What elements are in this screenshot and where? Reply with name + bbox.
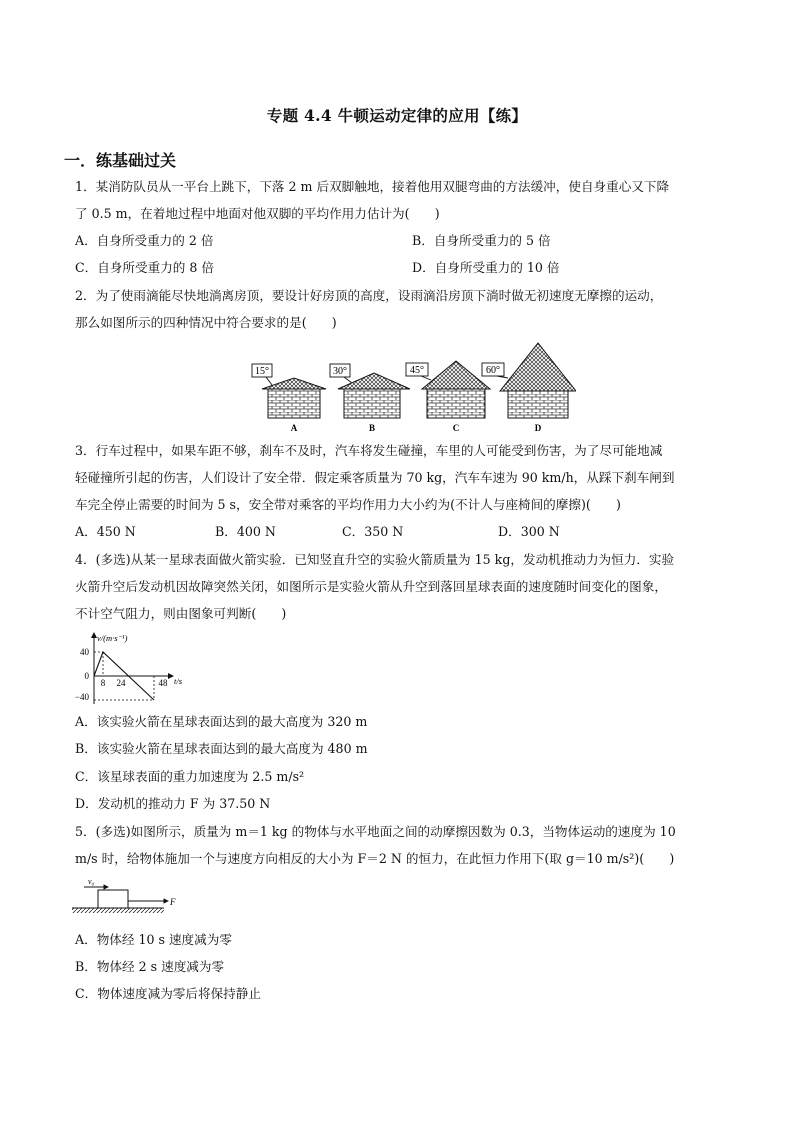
force-label: F: [170, 897, 176, 907]
q1-line-2: 了 0.5 m，在着地过程中地面对他双脚的平均作用力估计为( ): [75, 206, 440, 221]
q2-line-2: 那么如图所示的四种情况中符合要求的是( ): [75, 315, 337, 330]
roof-angle-figure: [246, 340, 576, 434]
q1-line-1: 1．某消防队员从一平台上跳下，下落 2 m 后双脚触地，接着他用双腿弯曲的方法缓冲，使自身重心又下降: [75, 179, 670, 194]
y-tick-40: 40: [80, 647, 89, 657]
x-tick-8: 8: [100, 678, 106, 688]
q4-option-a: A．该实验火箭在星球表面达到的最大高度为 320 m: [75, 714, 368, 729]
q1-option-c: C．自身所受重力的 8 倍: [75, 260, 214, 275]
velocity-time-graph: [70, 630, 200, 708]
house-label-b: B: [368, 423, 376, 433]
q5-option-b: B．物体经 2 s 速度减为零: [75, 959, 225, 974]
angle-label-d: 60°: [486, 365, 500, 376]
house-label-c: C: [452, 423, 460, 433]
q3-option-c: C．350 N: [342, 524, 404, 539]
q1-option-b: B．自身所受重力的 5 倍: [412, 233, 551, 248]
house-label-a: A: [290, 423, 298, 433]
q3-line-1: 3．行车过程中，如果车距不够，刹车不及时，汽车将发生碰撞，车里的人可能受到伤害，为了尽可能地减: [75, 443, 663, 458]
house-a: [252, 364, 326, 433]
q4-line-3: 不计空气阻力，则由图象可判断( ): [75, 606, 287, 621]
q3-option-a: A．450 N: [75, 524, 136, 539]
house-d: [482, 343, 576, 433]
block-force-figure: [72, 874, 182, 920]
q3-option-b: B．400 N: [215, 524, 276, 539]
t-axis-label: t/s: [174, 676, 183, 686]
q5-option-c: C．物体速度减为零后将保持静止: [75, 986, 261, 1001]
q4-option-b: B．该实验火箭在星球表面达到的最大高度为 480 m: [75, 741, 368, 756]
house-label-d: D: [534, 423, 542, 433]
q4-line-2: 火箭升空后发动机因故障突然关闭，如图所示是实验火箭从升空到落回星球表面的速度随时间变化的图象，: [75, 579, 667, 594]
block: [98, 890, 128, 908]
v-axis-label: v/(m·s⁻¹): [97, 633, 128, 643]
q1-option-d: D．自身所受重力的 10 倍: [412, 260, 560, 275]
q5-line-2: m/s 时，给物体施加一个与速度方向相反的大小为 F＝2 N 的恒力，在此恒力作用下(取 g＝10 m/s²)( ): [75, 851, 675, 866]
q4-line-1: 4．(多选)从某一星球表面做火箭实验．已知竖直升空的实验火箭质量为 15 kg，发动机推动力为恒力．实验: [75, 552, 675, 567]
angle-label-a: 15°: [255, 366, 269, 377]
ground-hatch: [72, 908, 164, 913]
q2-line-1: 2．为了使雨滴能尽快地淌离房顶，要设计好房顶的高度，设雨滴沿房顶下淌时做无初速度无摩擦的运动，: [75, 288, 663, 303]
q4-option-d: D．发动机的推动力 F 为 37.50 N: [75, 796, 271, 811]
q5-option-a: A．物体经 10 s 速度减为零: [75, 932, 232, 947]
q5-line-1: 5．(多选)如图所示，质量为 m＝1 kg 的物体与水平地面之间的动摩擦因数为 0.3，当物体运动的速度为 10: [75, 824, 676, 839]
q3-line-3: 车完全停止需要的时间为 5 s，安全带对乘客的平均作用力大小约为(不计人与座椅间的摩擦)( ): [75, 497, 621, 512]
q4-option-c: C．该星球表面的重力加速度为 2.5 m/s²: [75, 769, 305, 784]
q3-line-2: 轻碰撞所引起的伤害，人们设计了安全带．假定乘客质量为 70 kg，汽车车速为 90 km/h，从踩下刹车闸到: [75, 470, 675, 485]
angle-label-b: 30°: [333, 366, 347, 377]
house-c: [406, 361, 490, 433]
x-tick-48: 48: [158, 678, 168, 688]
v0-label: v₀: [88, 877, 95, 886]
y-tick-neg40: −40: [74, 692, 89, 702]
y-tick-0: 0: [84, 671, 89, 681]
page-title: 专题 4.4 牛顿运动定律的应用【练】: [266, 106, 528, 125]
x-tick-24: 24: [116, 678, 126, 688]
angle-label-c: 45°: [410, 365, 424, 376]
section-heading: 一．练基础过关: [64, 151, 177, 170]
q1-option-a: A．自身所受重力的 2 倍: [75, 233, 214, 248]
q3-option-d: D．300 N: [498, 524, 560, 539]
house-b: [330, 364, 410, 433]
